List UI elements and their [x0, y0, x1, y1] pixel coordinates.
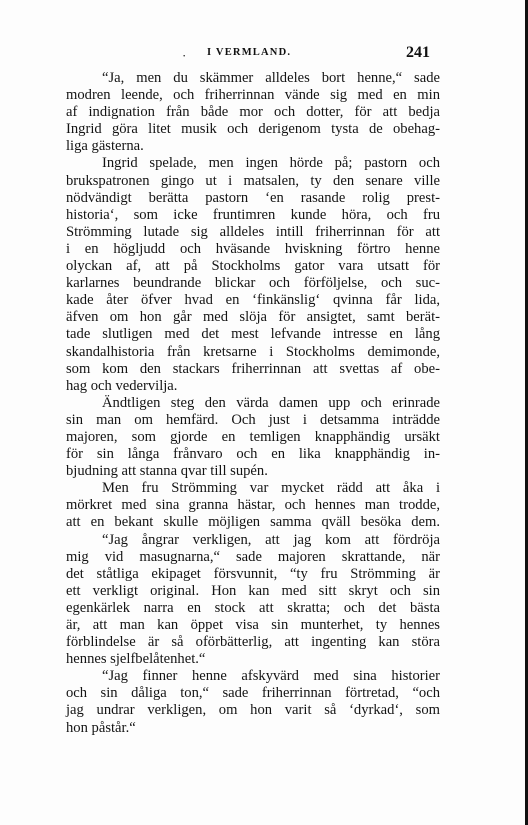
text-line: hon påstår.“	[66, 719, 136, 736]
body-text	[66, 70, 440, 737]
text-line: är, att man kan öppet visa sin munterhet, ty hennes	[66, 617, 440, 633]
text-line: “Jag finner henne afskyvärd med sina historier	[102, 668, 440, 685]
text-line: liga gästerna.	[66, 138, 144, 155]
text-line: Ingrid göra litet musik och derigenom tysta de obehag-	[66, 121, 440, 138]
text-line: mig vid masugnarna,“ sade majoren skrattande, när	[66, 548, 440, 565]
text-line: “Ja, men du skämmer alldeles bort henne,“ sade	[102, 70, 440, 86]
text-line: sin man om hemfärd. Och just i detsamma inträdde	[66, 411, 440, 428]
text-line: af indignation från både mor och dotter, för att bedja	[66, 104, 440, 121]
text-line: olyckan af, att på Stockholms gator vara utsatt för	[66, 258, 440, 275]
text-line: modren leende, och friherrinnan vände sig med en min	[66, 87, 440, 104]
text-line: majoren, som gjorde en temligen knapphändig ursäkt	[66, 428, 440, 445]
page-number: 241	[406, 44, 430, 61]
text-line: jag undrar verkligen, om hon varit så ‘dyrkad‘, som	[66, 702, 440, 719]
text-line: Ändtligen steg den värda damen upp och erinrade	[102, 394, 440, 411]
text-line: kade åter öfver hvad en ‘finkänslig‘ qvinna får lida,	[66, 292, 440, 309]
text-line: Men fru Strömming var mycket rädd att åka i	[102, 480, 440, 497]
text-line: Strömming lutade sig alldeles intill friherrinnan för att	[66, 223, 440, 240]
text-line: historia‘, som icke fruntimren kunde höra, och fru	[66, 206, 440, 223]
text-line: som kom den stackars friherrinnan att svettas af obe-	[66, 360, 440, 377]
text-line: tade slutligen med det mest lefvande intresse en lång	[66, 326, 440, 343]
text-line: och sin dåliga ton,“ sade friherrinnan förtretad, “och	[66, 685, 440, 702]
text-line: karlarnes beundrande blickar och förföljelse, och suc-	[66, 275, 440, 292]
text-line: “Jag ångrar verkligen, att jag kom att fördröja	[102, 531, 440, 548]
running-title: I VERMLAND.	[207, 47, 292, 58]
text-line: hag och vedervilja.	[66, 377, 178, 394]
text-line: äfven om hon går med slöja för ansigtet, samt berät-	[66, 309, 440, 326]
text-line: Ingrid spelade, men ingen hörde på; pastorn och	[102, 155, 440, 172]
header-dot: ·	[182, 48, 187, 63]
running-header	[66, 44, 430, 66]
text-line: det ståtliga ekipaget försvunnit, “ty fru Strömming är	[66, 565, 440, 582]
text-line: bjudning att stanna qvar till supén.	[66, 463, 268, 480]
text-line: skandalhistoria från kretsarne i Stockholms demimonde,	[66, 343, 440, 360]
text-line: i en högljudd och hväsande hviskning förtro henne	[66, 240, 440, 257]
text-line: ett verkligt original. Hon kan med sitt skryt och sin	[66, 582, 440, 599]
text-line: mörkret med sina granna hästar, och hennes man trodde,	[66, 497, 440, 514]
text-line: egenkärlek narra en stock att skratta; och det bästa	[66, 599, 440, 616]
text-line: brukspatronen gingo ut i matsalen, ty den senare ville	[66, 172, 440, 189]
text-line: att en bekant skulle möjligen samma qväll besöka dem.	[66, 514, 440, 531]
text-line: hennes sjelfbelåtenhet.“	[66, 651, 206, 668]
text-line: nödvändigt berätta pastorn ‘en rasande rolig prest-	[66, 189, 440, 206]
text-line: förblindelse är så oförbätterlig, att ingenting kan störa	[66, 634, 440, 651]
text-line: för sin långa frånvaro och en lika knapphändig in-	[66, 446, 440, 463]
